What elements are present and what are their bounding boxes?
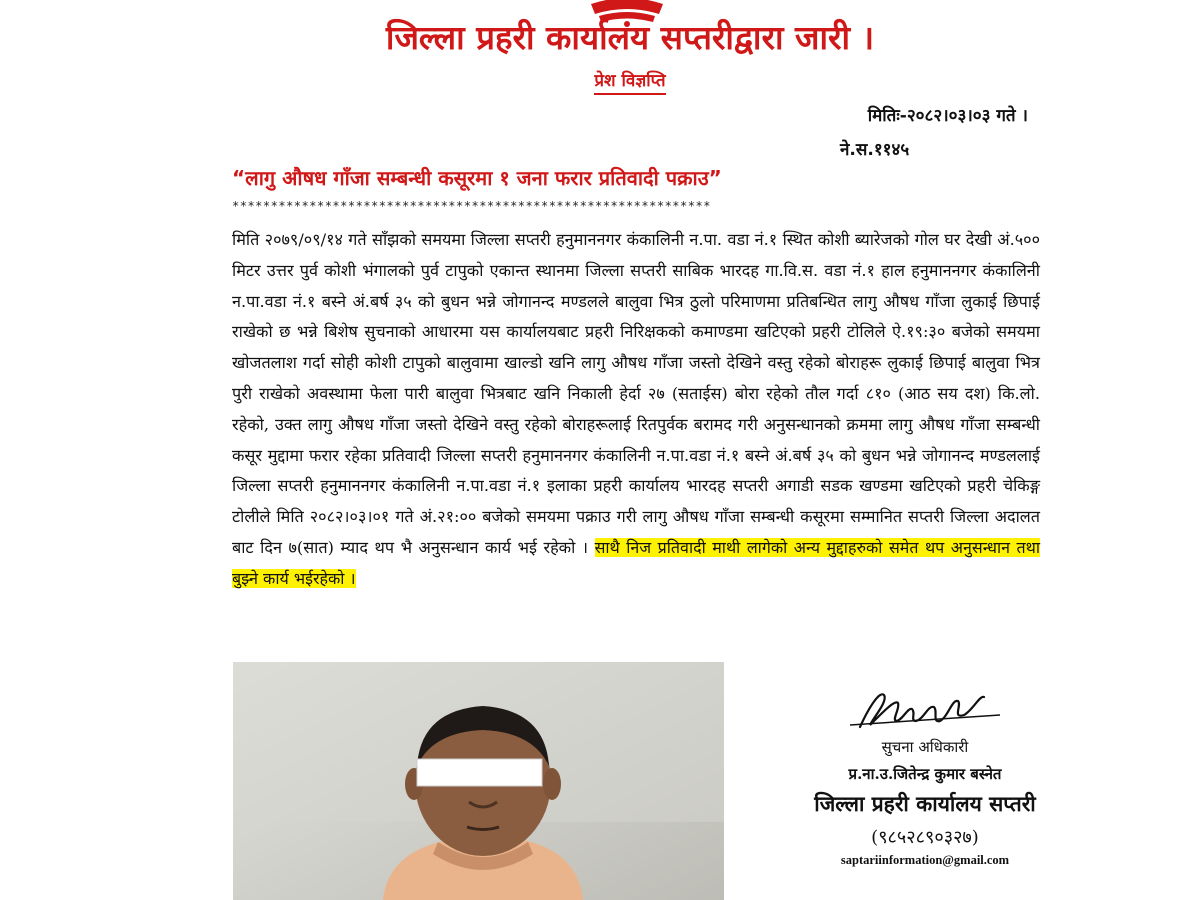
page-title: जिल्ला प्रहरी कार्यालय सप्तरीद्वारा जारी ।	[385, 18, 875, 57]
body-paragraph	[232, 225, 1040, 595]
accused-photo	[233, 662, 724, 900]
signatory-office: जिल्ला प्रहरी कार्यालय सप्तरी	[814, 791, 1036, 816]
body-text: मिति २०७९/०९/१४ गते साँझको समयमा जिल्ला सप्तरी हनुमाननगर कंकालिनी न.पा. वडा नं.१ स्थित कोशी ब्यारेजको गोल घर देखी अं.५०० मिटर उत्तर पुर्व कोशी भंगालको पुर्व टापुको एकान्त स्थानमा जिल्ला सप्तरी साबिक भारदह गा.वि.स. वडा नं.१ हाल हनुमाननगर कंकालिनी न.पा.वडा नं.१ बस्ने अं.बर्ष ३५ को बुधन भन्ने जोगानन्द मण्डलले बालुवा भित्र ठुलो परिमाणमा प्रतिबन्धित लागु औषध गाँजा लुकाई छिपाई राखेको छ भन्ने बिशेष सुचनाको आधारमा यस कार्यालयबाट प्रहरी निरिक्षकको कमाण्डमा खटिएको प्रहरी टोलिले ऐ.१९:३० बजेको समयमा खोजतलाश गर्दा सोही कोशी टापुको बालुवामा खाल्डो खनि लागु औषध गाँजा जस्तो देखिने वस्तु रहेको बोराहरू लुकाई छिपाई बालुवा भित्र पुरी राखेको अवस्थामा फेला पारी बालुवा भित्रबाट खनि निकाली हेर्दा २७ (सताईस) बोरा रहेको तौल गर्दा ८१० (आठ सय दश) कि.लो. रहेको, उक्त लागु औषध गाँजा जस्तो देखिने वस्तु रहेको बोराहरूलाई रितपुर्वक बरामद गरी अनुसन्धानको क्रममा लागु औषध गाँजा सम्बन्धी कसूर मुद्दामा फरार रहेका प्रतिवादी जिल्ला सप्तरी हनुमाननगर कंकालिनी न.पा.वडा नं.१ बस्ने अं.बर्ष ३५ को बुधन भन्ने जोगानन्द मण्डललाई जिल्ला सप्तरी हनुमाननगर कंकालिनी न.पा.वडा नं.१ इलाका प्रहरी कार्यालय भारदह सप्तरी अगाडी सडक खण्डमा खटिएको प्रहरी चेकिङ्ग टोलीले मिति २०८२।०३।०१ गते अं.२१:०० बजेको समयमा पक्राउ गरी लागु औषध गाँजा सम्बन्धी कसूरमा सम्मानित सप्तरी जिल्ला अदालत बाट दिन ७(सात) म्याद थप भै अनुसन्धान कार्य भई रहेको ।	[232, 230, 1040, 557]
contact-email[interactable]: saptariinformation@gmail.com	[840, 853, 1010, 867]
signature-block	[780, 685, 1070, 868]
handwritten-signature	[840, 685, 1010, 735]
contact-phone: (९८५२८९०३२७)	[871, 827, 979, 848]
separator-line: **************************************************************	[232, 199, 711, 213]
press-release-label: प्रेश विज्ञप्ति	[0, 68, 1200, 91]
highlighted-sentence: साथै निज प्रतिवादी माथी लागेको अन्य मुद्दाहरुको समेत थप अनुसन्धान तथा बुझ्ने कार्य भईरहेको ।	[232, 537, 1040, 588]
headline: “लागु औषध गाँजा सम्बन्धी कसूरमा १ जना फरार प्रतिवादी पक्राउ”	[232, 166, 722, 190]
signatory-name: प्र.ना.उ.जितेन्द्र कुमार बस्नेत	[848, 765, 1002, 783]
reference-number: ने.स.११४५	[840, 140, 910, 160]
signatory-role: सुचना अधिकारी	[881, 738, 969, 756]
issue-date: मितिः-२०८२।०३।०३ गते ।	[867, 106, 1028, 126]
